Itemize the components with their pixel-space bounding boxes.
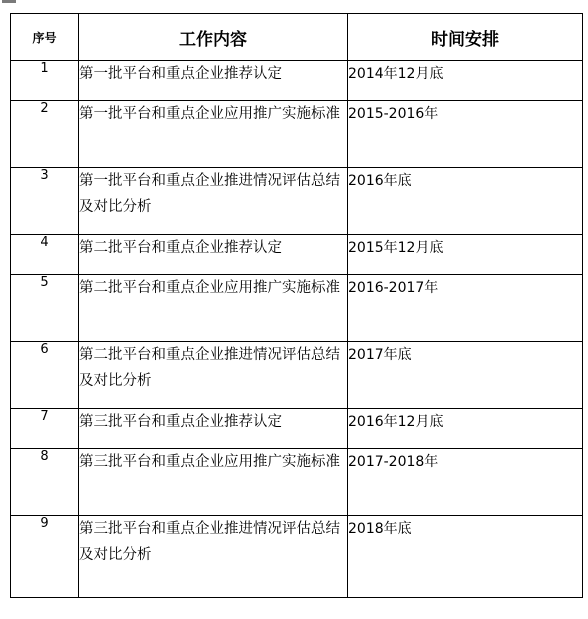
- row-serial-number: 9: [11, 516, 79, 598]
- row-time-schedule: 2016年底: [348, 168, 583, 235]
- row-serial-number: 7: [11, 409, 79, 449]
- table-row: [11, 409, 583, 449]
- table-row: [11, 275, 583, 342]
- table-row: [11, 449, 583, 516]
- row-serial-number: 4: [11, 235, 79, 275]
- header-work-content: 工作内容: [79, 14, 348, 61]
- row-work-content: 第三批平台和重点企业推荐认定: [79, 409, 348, 449]
- row-work-content: 第二批平台和重点企业推荐认定: [79, 235, 348, 275]
- row-serial-number: 2: [11, 101, 79, 168]
- row-serial-number: 6: [11, 342, 79, 409]
- table-row: [11, 101, 583, 168]
- row-time-schedule: 2017年底: [348, 342, 583, 409]
- row-work-content: 第一批平台和重点企业推进情况评估总结及对比分析: [79, 168, 348, 235]
- row-time-schedule: 2015年12月底: [348, 235, 583, 275]
- row-work-content: 第一批平台和重点企业推荐认定: [79, 61, 348, 101]
- row-work-content: 第一批平台和重点企业应用推广实施标准: [79, 101, 348, 168]
- row-work-content: 第三批平台和重点企业推进情况评估总结及对比分析: [79, 516, 348, 598]
- table-row: [11, 235, 583, 275]
- row-work-content: 第二批平台和重点企业应用推广实施标准: [79, 275, 348, 342]
- cropped-text-fragment: [2, 0, 16, 3]
- row-serial-number: 1: [11, 61, 79, 101]
- schedule-table: [10, 13, 583, 598]
- row-work-content: 第二批平台和重点企业推进情况评估总结及对比分析: [79, 342, 348, 409]
- row-time-schedule: 2014年12月底: [348, 61, 583, 101]
- row-time-schedule: 2016-2017年: [348, 275, 583, 342]
- row-serial-number: 3: [11, 168, 79, 235]
- header-serial-number: 序号: [11, 14, 79, 61]
- table-row: [11, 168, 583, 235]
- table-row: [11, 516, 583, 598]
- row-time-schedule: 2016年12月底: [348, 409, 583, 449]
- table-row: [11, 342, 583, 409]
- row-time-schedule: 2018年底: [348, 516, 583, 598]
- table-row: [11, 61, 583, 101]
- row-work-content: 第三批平台和重点企业应用推广实施标准: [79, 449, 348, 516]
- header-time-schedule: 时间安排: [348, 14, 583, 61]
- row-serial-number: 8: [11, 449, 79, 516]
- row-serial-number: 5: [11, 275, 79, 342]
- table-header-row: [11, 14, 583, 61]
- row-time-schedule: 2017-2018年: [348, 449, 583, 516]
- row-time-schedule: 2015-2016年: [348, 101, 583, 168]
